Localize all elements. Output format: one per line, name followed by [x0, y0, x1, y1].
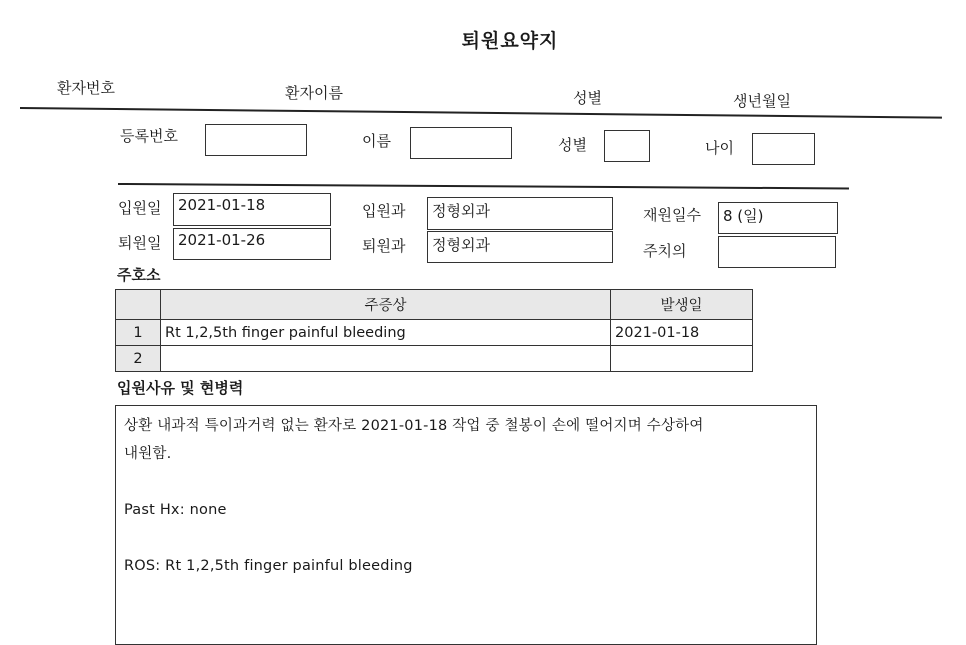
- redacted-patient-number: [132, 70, 208, 100]
- table-header-symptom: 주증상: [161, 290, 611, 320]
- past-history: Past Hx: none: [124, 502, 227, 518]
- age-field: [752, 133, 815, 165]
- page-title: 퇴원요약지: [461, 30, 559, 52]
- patient-number-label: 환자번호: [57, 79, 115, 97]
- redacted-patient-name: [362, 82, 408, 108]
- row-onset: 2021-01-18: [611, 320, 753, 346]
- row-number: 2: [116, 346, 161, 372]
- discharge-date-label: 퇴원일: [118, 234, 162, 252]
- attending-field: [718, 236, 836, 268]
- admit-date-label: 입원일: [118, 199, 162, 217]
- table-header-onset: 발생일: [611, 290, 753, 320]
- review-of-systems: ROS: Rt 1,2,5th finger painful bleeding: [124, 558, 413, 574]
- discharge-date-field: 2021-01-26: [173, 228, 331, 260]
- row-symptom: Rt 1,2,5th finger painful bleeding: [161, 320, 611, 346]
- stay-days-field: 8 (일): [718, 202, 838, 234]
- row-number: 1: [116, 320, 161, 346]
- registration-number-label: 등록번호: [120, 127, 178, 145]
- chief-complaint-heading: 주호소: [117, 266, 161, 284]
- admit-dept-field: 정형외과: [427, 197, 613, 230]
- sex-field: [604, 130, 650, 162]
- row-symptom: [161, 346, 611, 372]
- history-box: [115, 405, 817, 645]
- name-field: [410, 127, 512, 159]
- sex-label: 성별: [573, 89, 602, 107]
- discharge-dept-field: 정형외과: [427, 231, 613, 263]
- admit-dept-label: 입원과: [362, 202, 406, 220]
- table-header-num: [116, 290, 161, 320]
- chief-complaint-table: [115, 289, 753, 372]
- history-line-1: 상환 내과적 특이과거력 없는 환자로 2021-01-18 작업 중 철봉이 손에 떨어지며 수상하여: [124, 418, 704, 434]
- history-heading: 입원사유 및 현병력: [117, 379, 244, 397]
- patient-name-label: 환자이름: [285, 84, 343, 102]
- name-label: 이름: [362, 132, 391, 150]
- dob-label: 생년월일: [733, 92, 791, 110]
- header-divider: [20, 107, 942, 118]
- admit-date-field: 2021-01-18: [173, 193, 331, 226]
- registration-number-field: [205, 124, 307, 156]
- table-row: [116, 320, 753, 346]
- registration-divider: [118, 183, 849, 189]
- registration-sex-label: 성별: [558, 136, 587, 154]
- row-onset: [611, 346, 753, 372]
- table-row: [116, 346, 753, 372]
- table-header-row: [116, 290, 753, 320]
- stay-days-label: 재원일수: [643, 206, 701, 224]
- age-label: 나이: [705, 139, 734, 157]
- attending-label: 주치의: [643, 242, 687, 260]
- history-line-2: 내원함.: [124, 446, 172, 462]
- redacted-dob: [812, 82, 894, 114]
- discharge-dept-label: 퇴원과: [362, 237, 406, 255]
